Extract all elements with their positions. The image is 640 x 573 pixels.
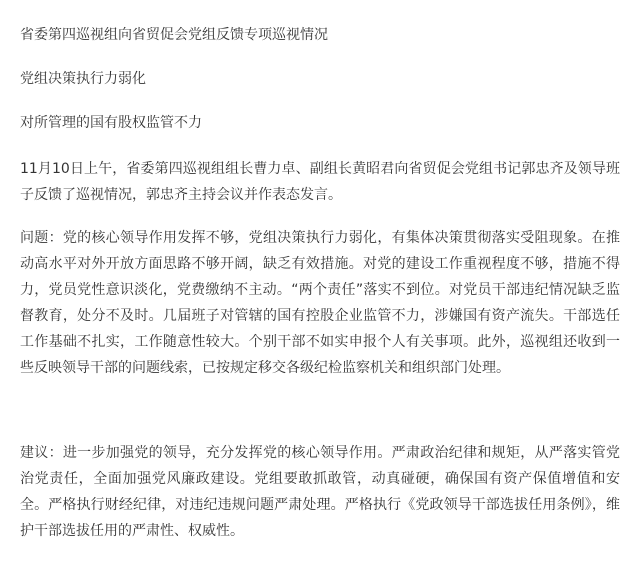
article-headline: 省委第四巡视组向省贸促会党组反馈专项巡视情况 bbox=[20, 27, 328, 43]
subhead-decision-execution: 党组决策执行力弱化 bbox=[20, 71, 146, 87]
lead-paragraph: 11月10日上午，省委第四巡视组组长曹力卓、副组长黄昭君向省贸促会党组书记郭忠齐及领导班子反馈了巡视情况，郭忠齐主持会议并作表态发言。 bbox=[20, 161, 620, 203]
subhead-equity-supervision: 对所管理的国有股权监管不力 bbox=[20, 115, 202, 131]
suggestions-paragraph: 建议：进一步加强党的领导，充分发挥党的核心领导作用。严肃政治纪律和规矩，从严落实管党治党责任，全面加强党风廉政建设。党组要敢抓敢管，动真碰硬，确保国有资产保值增值和安全。严格执行财经纪律，对违纪违规问题严肃处理。严格执行《党政领导干部选拔任用条例》，维护干部选拔任用的严肃性、权威性。 bbox=[20, 445, 620, 539]
problems-paragraph: 问题：党的核心领导作用发挥不够，党组决策执行力弱化，有集体决策贯彻落实受阻现象。在推动高水平对外开放方面思路不够开阔，缺乏有效措施。对党的建设工作重视程度不够，措施不得力，党员党性意识淡化，党费缴纳不主动。“两个责任”落实不到位。对党员干部违纪情况缺乏监督教育，处分不及时。几届班子对管辖的国有控股企业监管不力，涉嫌国有资产流失。干部选任工作基础不扎实，工作随意性较大。个别干部不如实申报个人有关事项。此外，巡视组还收到一些反映领导干部的问题线索，已按规定移交各级纪检监察机关和组织部门处理。 bbox=[20, 230, 620, 376]
